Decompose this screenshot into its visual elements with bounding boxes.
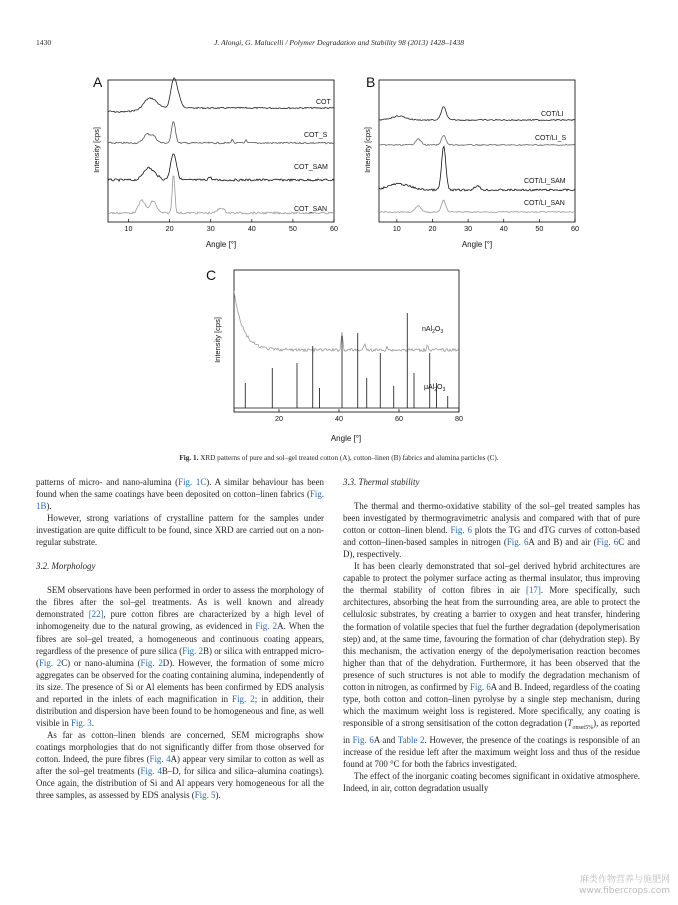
x-tick-label: 20 xyxy=(275,414,283,423)
panel-c-ylabel: Intensity [cps] xyxy=(213,317,222,363)
page-number: 1430 xyxy=(36,38,52,47)
section-heading-thermal: 3.3. Thermal stability xyxy=(343,477,420,487)
reference-link[interactable]: [22] xyxy=(88,609,104,620)
trace-label-cotli-san: COT/LI_SAN xyxy=(524,200,565,207)
paragraph: The thermal and thermo-oxidative stability of the sol–gel treated samples has been investigated by thermogravimetric analysis and compared with that of pure cotton or cotton–linen blend. Fig. 6 plots the TG and dTG curves of cotton-based and cotton–linen-based samples in nitrogen (Fig. 6A and B) and air (Fig. 6C and D), respectively. xyxy=(343,501,641,560)
figure-link[interactable]: Fig. 4 xyxy=(140,766,162,777)
figure-link[interactable]: Fig. 6 xyxy=(450,525,472,536)
section-heading-morphology: 3.2. Morphology xyxy=(36,561,96,572)
x-tick-label: 40 xyxy=(335,414,343,423)
paragraph: The effect of the inorganic coating becomes significant in oxidative atmosphere. Indeed, in air, cotton degradation usually xyxy=(343,770,640,793)
panel-b xyxy=(363,74,579,249)
panel-c xyxy=(206,267,463,443)
figure-link[interactable]: Fig. 3 xyxy=(71,717,92,728)
paragraph: However, strong variations of crystalline pattern for the samples under investigation are quite difficult to be found, since XRD are carried out on a non-regular substrate. xyxy=(36,513,324,548)
figure-link[interactable]: Fig. 2 xyxy=(232,693,255,704)
x-tick-label: 60 xyxy=(330,224,338,233)
x-tick-label: 20 xyxy=(428,224,437,233)
x-tick-label: 80 xyxy=(455,414,463,423)
panel-a-letter: A xyxy=(93,74,103,90)
x-tick-label: 60 xyxy=(395,414,403,423)
running-title: J. Alongi, G. Malucelli / Polymer Degradation and Stability 98 (2013) 1428–1438 xyxy=(213,38,464,47)
x-tick-label: 40 xyxy=(499,224,508,233)
trace-label-micro-alumina: $\mu Al_2O_3$ xyxy=(424,384,446,393)
reference-link[interactable]: [17] xyxy=(526,585,541,596)
x-tick-label: 20 xyxy=(165,224,174,233)
x-tick-label: 10 xyxy=(392,224,401,233)
x-tick-label: 40 xyxy=(247,224,256,233)
paragraph: patterns of micro- and nano-alumina (Fig. 1C). A similar behaviour has been found when the same coatings have been deposited on cotton–linen fabrics (Fig. 1B). xyxy=(36,477,324,512)
trace-label-nano-alumina: $nAl_2O_3$ xyxy=(422,326,444,335)
panel-a-xlabel: Angle [°] xyxy=(205,240,237,249)
figure-link[interactable]: Fig. 5 xyxy=(194,790,216,801)
figure-link[interactable]: Fig. 2 xyxy=(255,621,278,632)
right-column xyxy=(343,476,640,794)
paragraph: It has been clearly demonstrated that sol–gel derived hybrid architectures are capable to protect the polymer surface acting as thermal insulator, thus improving the thermal stability of cotton fibres in air [17]. More specifically, such architectures, absorbing the heat from the surrounding area, are able to protect the cellulosic substrates, by creating a barrier to oxygen and heat transfer, hindering the formation of volatile species that fuel the further degradation (depolymerisation step) and, at the same time, favouring the formation of char (dehydration step). By this mechanism, the activation energy of the depolymerisation reaction becomes higher than that of the dehydration. Furthermore, it has been observed that the presence of such structures is not able to modify the degradation mechanism of cotton in nitrogen, as confirmed by Fig. 6A and B. Indeed, regardless of the coating type, both cotton and cotton–linen pyrolyse by a single step mechanism, during which the maximum weight loss is registered. More specifically, any coating is responsible of a strong sensitisation of the cotton degradation $(T_{onset5\%})$, as reported in Fig. 6A and Table 2. However, the presence of the coatings is responsible of an increase of the residue left after the maximum weight loss and thus of the residue found at 700 °C for both the fabrics investigated. xyxy=(343,561,641,769)
figure-link[interactable]: Fig. 2 xyxy=(38,657,62,668)
trace-label-cot: COT xyxy=(316,99,331,106)
xrd-trace xyxy=(234,291,459,352)
figure-link[interactable]: Fig. 6 xyxy=(506,537,529,548)
trace-label-cot-s: COT_S xyxy=(304,132,328,139)
xrd-trace xyxy=(108,78,334,113)
x-tick-label: 50 xyxy=(535,224,544,233)
trace-label-cotli-sam: COT/LI_SAM xyxy=(524,178,566,185)
figure-1-xrd xyxy=(0,0,678,450)
panel-b-ylabel: Intensity [cps] xyxy=(363,127,372,173)
x-tick-label: 30 xyxy=(464,224,473,233)
watermark: 麻类作物营养与施肥网 www.fibercrops.com xyxy=(579,875,670,896)
figure-link[interactable]: Fig. 6 xyxy=(596,537,619,548)
figure-link[interactable]: Fig. 6 xyxy=(352,734,374,745)
figure-link[interactable]: Fig. 4 xyxy=(149,753,171,764)
left-column xyxy=(36,476,324,801)
x-tick-label: 10 xyxy=(124,224,133,233)
panel-b-letter: B xyxy=(366,74,376,90)
figure-link[interactable]: Fig. 1C xyxy=(178,477,207,487)
trace-label-cotli: COT/LI xyxy=(541,111,564,118)
paragraph: SEM observations have been performed in order to assess the morphology of the fibres after the sol–gel treatments. As is well known and already demonstrated [22], pure cotton fibres are characterized by a high level of inhomogeneity due to the natural growing, as evidenced in Fig. 2A. When the fibres are sol–gel treated, a homogeneous and continuous coating appears, regardless of the presence of pure silica (Fig. 2B) or silica with entrapped micro- (Fig. 2C) or nano-alumina (Fig. 2D). However, the formation of some micro aggregates can be observed for the coating containing alumina, independently of its size. The presence of Si or Al elements has been confirmed by EDS analysis and reported in the inlets of each magnification in Fig. 2; in addition, their distribution and dispersion have been found to be homogeneous and fine, as well visible in Fig. 3. xyxy=(36,585,325,728)
figure-link[interactable]: Fig. 1B xyxy=(36,489,324,512)
x-tick-label: 50 xyxy=(288,224,297,233)
trace-label-cotli-s: COT/LI_S xyxy=(535,135,567,142)
trace-label-cot-sam: COT_SAM xyxy=(294,164,328,171)
figure-caption: Fig. 1. XRD patterns of pure and sol–gel treated cotton (A), cotton–linen (B) fabrics and alumina particles (C). xyxy=(179,454,499,462)
panel-a xyxy=(92,74,338,249)
table-link[interactable]: Table 2 xyxy=(397,734,425,745)
trace-label-cot-san: COT_SAN xyxy=(294,206,328,213)
panel-c-letter: C xyxy=(206,267,217,283)
panel-c-xlabel: Angle [°] xyxy=(330,434,362,443)
panel-b-xlabel: Angle [°] xyxy=(461,240,493,249)
figure-link[interactable]: Fig. 2 xyxy=(140,657,163,668)
panel-a-ylabel: Intensity [cps] xyxy=(92,127,101,173)
x-tick-label: 60 xyxy=(571,224,579,233)
xrd-trace xyxy=(108,122,334,144)
x-tick-label: 30 xyxy=(206,224,215,233)
figure-link[interactable]: Fig. 2 xyxy=(182,645,204,656)
paragraph: As far as cotton–linen blends are concerned, SEM micrographs show coatings morphologies that do not significantly differ from those observed for cotton. Indeed, the pure fibres (Fig. 4A) appear very similar to cotton as well as after the sol–gel treatments (Fig. 4B–D, for silica and silica–alumina coatings). Once again, the distribution of Si and Al appears very homogeneous for all the three samples, as assessed by EDS analysis (Fig. 5). xyxy=(36,729,324,801)
figure-link[interactable]: Fig. 6 xyxy=(470,681,491,692)
